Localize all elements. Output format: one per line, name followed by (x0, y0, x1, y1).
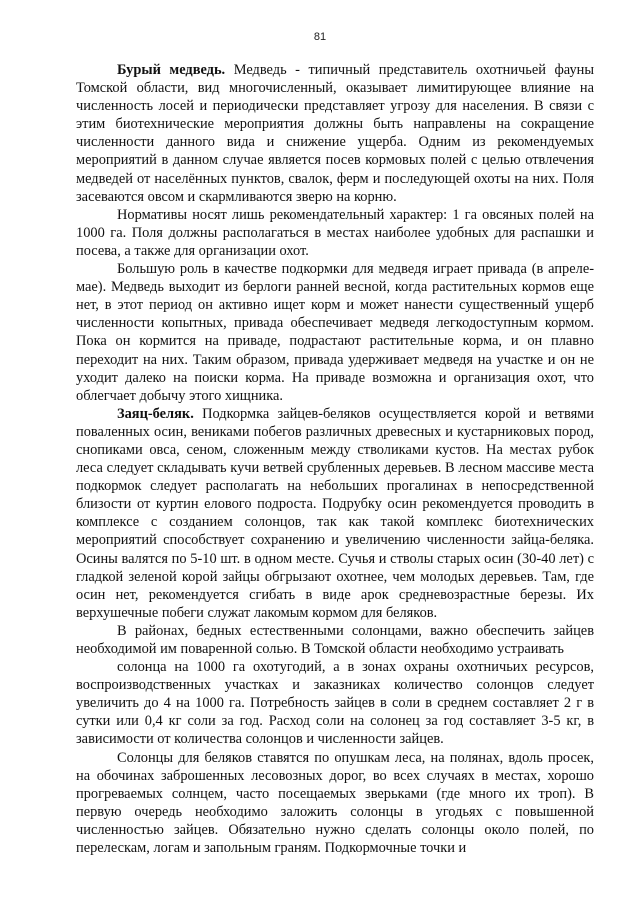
paragraph-text: В районах, бедных естественными солонцами, важно обеспечить зайцев необходимой им поваренной солью. В Томской области необходимо устраивать (76, 622, 594, 657)
paragraph-brown-bear (76, 61, 594, 206)
paragraph-text: Подкормка зайцев-беляков осуществляется корой и ветвями поваленных осин, вениками побегов различных древесных и кустарниковых пород, снопиками овса, сеном, сложенным между стволиками кустов. На местах рубок леса следует складывать кучи ветвей срубленных деревьев. В лесном массиве места подкормок следует располагать на небольших прогалинах в непосредственной близости от куртин елового подроста. Подрубку осин рекомендуется проводить в комплексе с созданием солонцов, так как такой комплекс биотехнических мероприятий способствует сохранению и увеличению численности зайца-беляка. Осины валятся по 5-10 шт. в одном месте. Сучья и стволы старых осин (30-40 лет) с гладкой зеленой корой зайцы обгрызают охотнее, чем молодых деревьев. Там, где осин нет, рекомендуется сгибать в виде арок средневозрастные березы. Их верхушечные побеги служат лакомым кормом для беляков. (76, 405, 594, 621)
section-heading-hare: Заяц-беляк. (117, 405, 194, 422)
paragraph-text: Медведь - типичный представитель охотничьей фауны Томской области, вид многочисленный, оказывает лимитирующее влияние на численность лосей и периодически представляет угрозу для населения. В связи с этим биотехнические мероприятия должны быть направлены на сокращение численности данного вида и снижение ущерба. Одним из рекомендуемых мероприятий в данном случае является посев кормовых полей с целью отвлечения медведей от населённых пунктов, свалок, ферм и последующей охоты на них. Поля засеваются овсом и скармливаются зверю на корню. (76, 62, 595, 205)
paragraph-salt-norms (76, 658, 594, 748)
text-body (76, 61, 594, 857)
page-number: 81 (313, 31, 327, 43)
paragraph-salt-licks (76, 749, 594, 858)
paragraph-salt-need (76, 622, 594, 658)
paragraph-norms (76, 206, 594, 260)
paragraph-text: Большую роль в качестве подкормки для медведя играет привада (в апреле-мае). Медведь выходит из берлоги ранней весной, когда растительных кормов еще нет, в этот период он активно ищет корм и может нанести существенный ущерб численности копытных, привада обеспечивает медведя легкодоступным кормом. Пока он кормится на приваде, подрастают растительные корма, и он плавно переходит на них. Таким образом, привада удерживает медведя на участке и он не уходит далеко на поиски корма. На приваде возможна и организация охот, что облегчает добычу этого хищника. (76, 261, 594, 404)
section-heading-brown-bear: Бурый медведь. (117, 62, 226, 78)
paragraph-text: Солонцы для беляков ставятся по опушкам леса, на полянах, вдоль просек, на обочинах заброшенных лесовозных дорог, во всех случаях в местах, хорошо прогреваемых солнцем, часто посещаемых зверьками (где много их троп). В первую очередь необходимо заложить солонцы в угодьях с повышенной численностью зайцев. Обязательно нужно сделать солонцы около полей, по перелескам, логам и запольным граням. Подкормочные точки и (76, 749, 594, 857)
paragraph-text: Нормативы носят лишь рекомендательный характер: 1 га овсяных полей на 1000 га. Поля должны располагаться в местах наиболее удобных для распашки и посева, а также для организации охот. (76, 206, 594, 259)
paragraph-bait (76, 260, 594, 405)
paragraph-text: солонца на 1000 га охотугодий, а в зонах охраны охотничьих ресурсов, воспроизводственных участках и заказниках количество солонцов следует увеличить до 4 на 1000 га. Потребность зайцев в соли в среднем составляет 2 г в сутки или 0,4 кг соли за год. Расход соли на солонец за год составляет 3-5 кг, в зависимости от количества солонцов и численности зайцев. (76, 659, 594, 748)
paragraph-hare (76, 405, 594, 622)
